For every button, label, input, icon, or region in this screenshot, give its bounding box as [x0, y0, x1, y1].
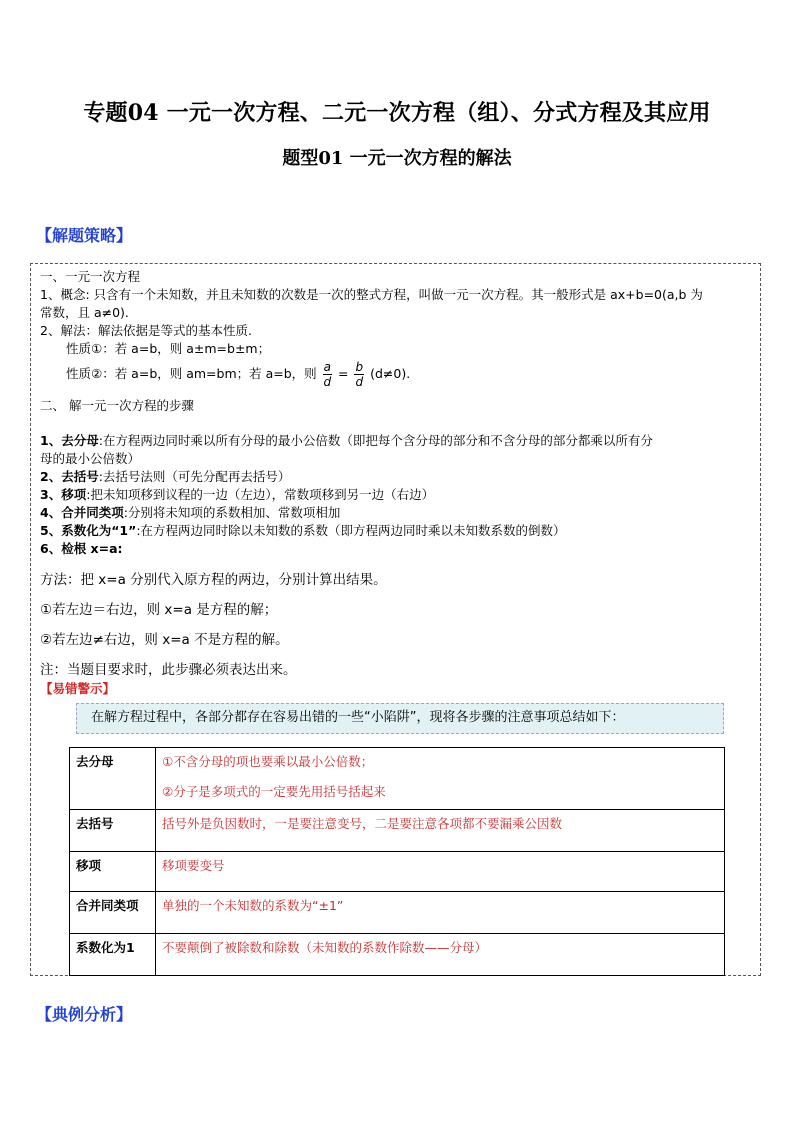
check-case-unequal: ②若左边≠右边，则 x=a 不是方程的解。 — [40, 632, 289, 648]
fraction-equals: = — [338, 366, 349, 381]
page-subtitle: 题型01 一元一次方程的解法 — [282, 148, 512, 169]
step-1-text: :在方程两边同时乘以所有分母的最小公倍数（即把每个含分母的部分和不含分母的部分都乘以所有分 — [98, 433, 653, 448]
property-two-text: 性质②：若 a=b，则 am=bm；若 a=b，则 — [66, 366, 317, 381]
fraction-numerator: a — [323, 360, 332, 374]
step-2-text: :去括号法则（可先分配再去括号） — [98, 469, 291, 484]
table-row — [70, 934, 725, 976]
step-3-label: 3、移项 — [40, 487, 87, 502]
tip-line: 移项要变号 — [162, 858, 225, 873]
concept-line: 1、概念: 只含有一个未知数，并且未知数的次数是一次的整式方程，叫做一元一次方程。其一般形式是 ax+b=0(a,b 为 — [40, 287, 703, 302]
tip-line: ②分子是多项式的一定要先用括号括起来 — [162, 784, 386, 799]
concept-line-cont: 常数，且 a≠0). — [40, 305, 129, 320]
table-row — [70, 852, 725, 892]
table-row — [70, 748, 725, 810]
tip-value — [156, 748, 725, 810]
table-row — [70, 892, 725, 934]
tip-line: 括号外是负因数时，一是要注意变号，二是要注意各项都不要漏乘公因数 — [162, 816, 563, 831]
step-6-label: 6、检根 x=a: — [40, 541, 123, 556]
step-4 — [40, 504, 340, 522]
step-2-label: 2、去括号 — [40, 469, 99, 484]
tip-value — [156, 852, 725, 892]
property-two — [66, 359, 410, 389]
step-4-label: 4、合并同类项 — [40, 505, 124, 520]
fraction-numerator: b — [355, 360, 364, 374]
step-4-text: :分别将未知项的系数相加、常数项相加 — [123, 505, 341, 520]
step-2 — [40, 468, 290, 486]
step-1-label: 1、去分母 — [40, 433, 99, 448]
section-strategy: 【解题策略】 — [36, 226, 133, 245]
check-method: 方法：把 x=a 分别代入原方程的两边，分别计算出结果。 — [40, 572, 387, 588]
step-3-text: :把未知项移到议程的一边（左边），常数项移到另一边（右边） — [86, 487, 435, 502]
table-row — [70, 810, 725, 852]
tip-key: 移项 — [70, 852, 156, 892]
tip-value — [156, 810, 725, 852]
fraction-denominator: d — [355, 375, 364, 389]
tip-key: 去分母 — [70, 748, 156, 810]
check-note: 注：当题目要求时，此步骤必须表达出来。 — [40, 662, 297, 678]
step-5-text: :在方程两边同时除以未知数的系数（即方程两边同时乘以未知数系数的倒数） — [136, 523, 566, 538]
check-case-equal: ①若左边＝右边，则 x=a 是方程的解； — [40, 602, 278, 618]
step-1-cont: 母的最小公倍数） — [40, 451, 141, 466]
tip-key: 合并同类项 — [70, 892, 156, 934]
fraction-denominator: d — [323, 375, 332, 389]
step-5 — [40, 522, 566, 540]
step-1 — [40, 432, 653, 450]
step-3 — [40, 486, 434, 504]
heading-two: 二、 解一元一次方程的步骤 — [40, 398, 194, 413]
step-5-label: 5、系数化为“1” — [40, 523, 137, 538]
method-line: 2、解法：解法依据是等式的基本性质. — [40, 323, 252, 338]
section-examples: 【典例分析】 — [36, 1005, 133, 1024]
step-6 — [40, 540, 123, 558]
property-two-condition: (d≠0). — [370, 366, 411, 381]
heading-one: 一、一元一次方程 — [40, 269, 141, 284]
property-one: 性质①：若 a=b，则 a±m=b±m； — [66, 341, 271, 356]
tip-key: 系数化为1 — [70, 934, 156, 976]
alert-heading: 【易错警示】 — [40, 681, 116, 696]
tips-banner: 在解方程过程中，各部分都存在容易出错的一些“小陷阱”，现将各步骤的注意事项总结如下： — [76, 703, 724, 734]
fraction-a-over-d — [323, 360, 332, 389]
fraction-b-over-d — [354, 360, 364, 389]
tips-table — [69, 747, 725, 976]
tip-value — [156, 934, 725, 976]
tip-key: 去括号 — [70, 810, 156, 852]
tip-line: 不要颠倒了被除数和除数（未知数的系数作除数——分母） — [162, 940, 488, 955]
page-title: 专题04 一元一次方程、二元一次方程（组）、分式方程及其应用 — [83, 100, 711, 126]
tip-line: ①不含分母的项也要乘以最小公倍数； — [162, 754, 374, 769]
tip-value — [156, 892, 725, 934]
tip-line: 单独的一个未知数的系数为“±1” — [162, 898, 344, 913]
